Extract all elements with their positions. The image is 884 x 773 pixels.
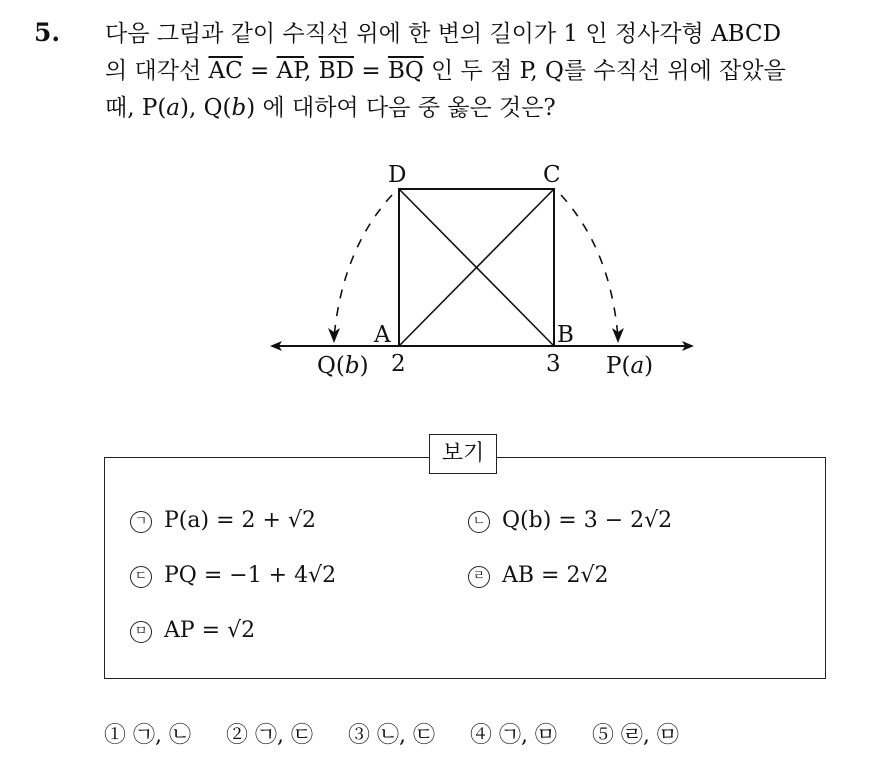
stem-text: 때, P(	[105, 95, 167, 121]
bogi-item-5	[130, 618, 255, 643]
label-q: Q(b)	[317, 353, 369, 379]
item-marker: ㅁ	[130, 621, 152, 643]
stem-line-1: 다음 그림과 같이 수직선 위에 한 변의 길이가 1 인 정사각형 ABCD	[105, 21, 782, 47]
arc-d-to-q	[334, 195, 392, 338]
item-marker: ㄴ	[468, 511, 490, 533]
item-marker: ㄱ	[130, 511, 152, 533]
bogi-title: 보기	[429, 434, 497, 474]
variable-b: b	[231, 95, 247, 121]
item-text: AP = √2	[164, 618, 256, 643]
item-text: Q(b) = 3 − 2√2	[502, 508, 673, 533]
label-b: B	[557, 322, 574, 348]
segment-ac: $\overline{AC}$	[208, 58, 243, 84]
choice-5[interactable]: ⑤ ㉣, ㉤	[591, 723, 679, 748]
label-d: D	[388, 162, 407, 188]
stem-text: ) 에 대하여 다음 중 옳은 것은?	[246, 95, 556, 121]
stem-text: 인 두 점 P, Q를 수직선 위에 잡았을	[423, 58, 786, 84]
item-text: P(a) = 2 + √2	[164, 508, 316, 533]
bogi-item-1	[130, 508, 316, 533]
item-text: PQ = −1 + 4√2	[164, 563, 337, 588]
choice-2[interactable]: ② ㉠, ㉢	[225, 723, 313, 748]
segment-bq: $\overline{BQ}$	[387, 58, 424, 84]
equals-sign: =	[242, 58, 277, 84]
segment-bd: $\overline{BD}$	[318, 58, 355, 84]
comma: ,	[304, 58, 319, 84]
choice-4[interactable]: ④ ㉠, ㉤	[469, 723, 557, 748]
choice-3[interactable]: ③ ㉡, ㉢	[347, 723, 435, 748]
label-p: P(a)	[606, 353, 654, 379]
segment-ap: $\overline{AP}$	[276, 58, 305, 84]
stem-text: 의 대각선	[105, 58, 209, 84]
bogi-item-4	[468, 563, 609, 588]
arc-c-to-p	[561, 195, 618, 338]
question-number: 5.	[34, 18, 61, 47]
bogi-item-2	[468, 508, 672, 533]
answer-choices	[104, 718, 707, 749]
label-c: C	[543, 162, 561, 188]
item-marker: ㄷ	[130, 566, 152, 588]
label-a: A	[374, 322, 391, 348]
item-marker: ㄹ	[468, 566, 490, 588]
equals-sign: =	[354, 58, 388, 84]
choice-1[interactable]: ① ㉠, ㉡	[104, 723, 191, 748]
item-text: AB = 2√2	[502, 563, 609, 588]
stem-text: ), Q(	[180, 95, 232, 121]
tick-label-2: 2	[391, 351, 406, 377]
tick-label-3: 3	[546, 351, 561, 377]
bogi-item-3	[130, 563, 336, 588]
variable-a: a	[166, 95, 181, 121]
